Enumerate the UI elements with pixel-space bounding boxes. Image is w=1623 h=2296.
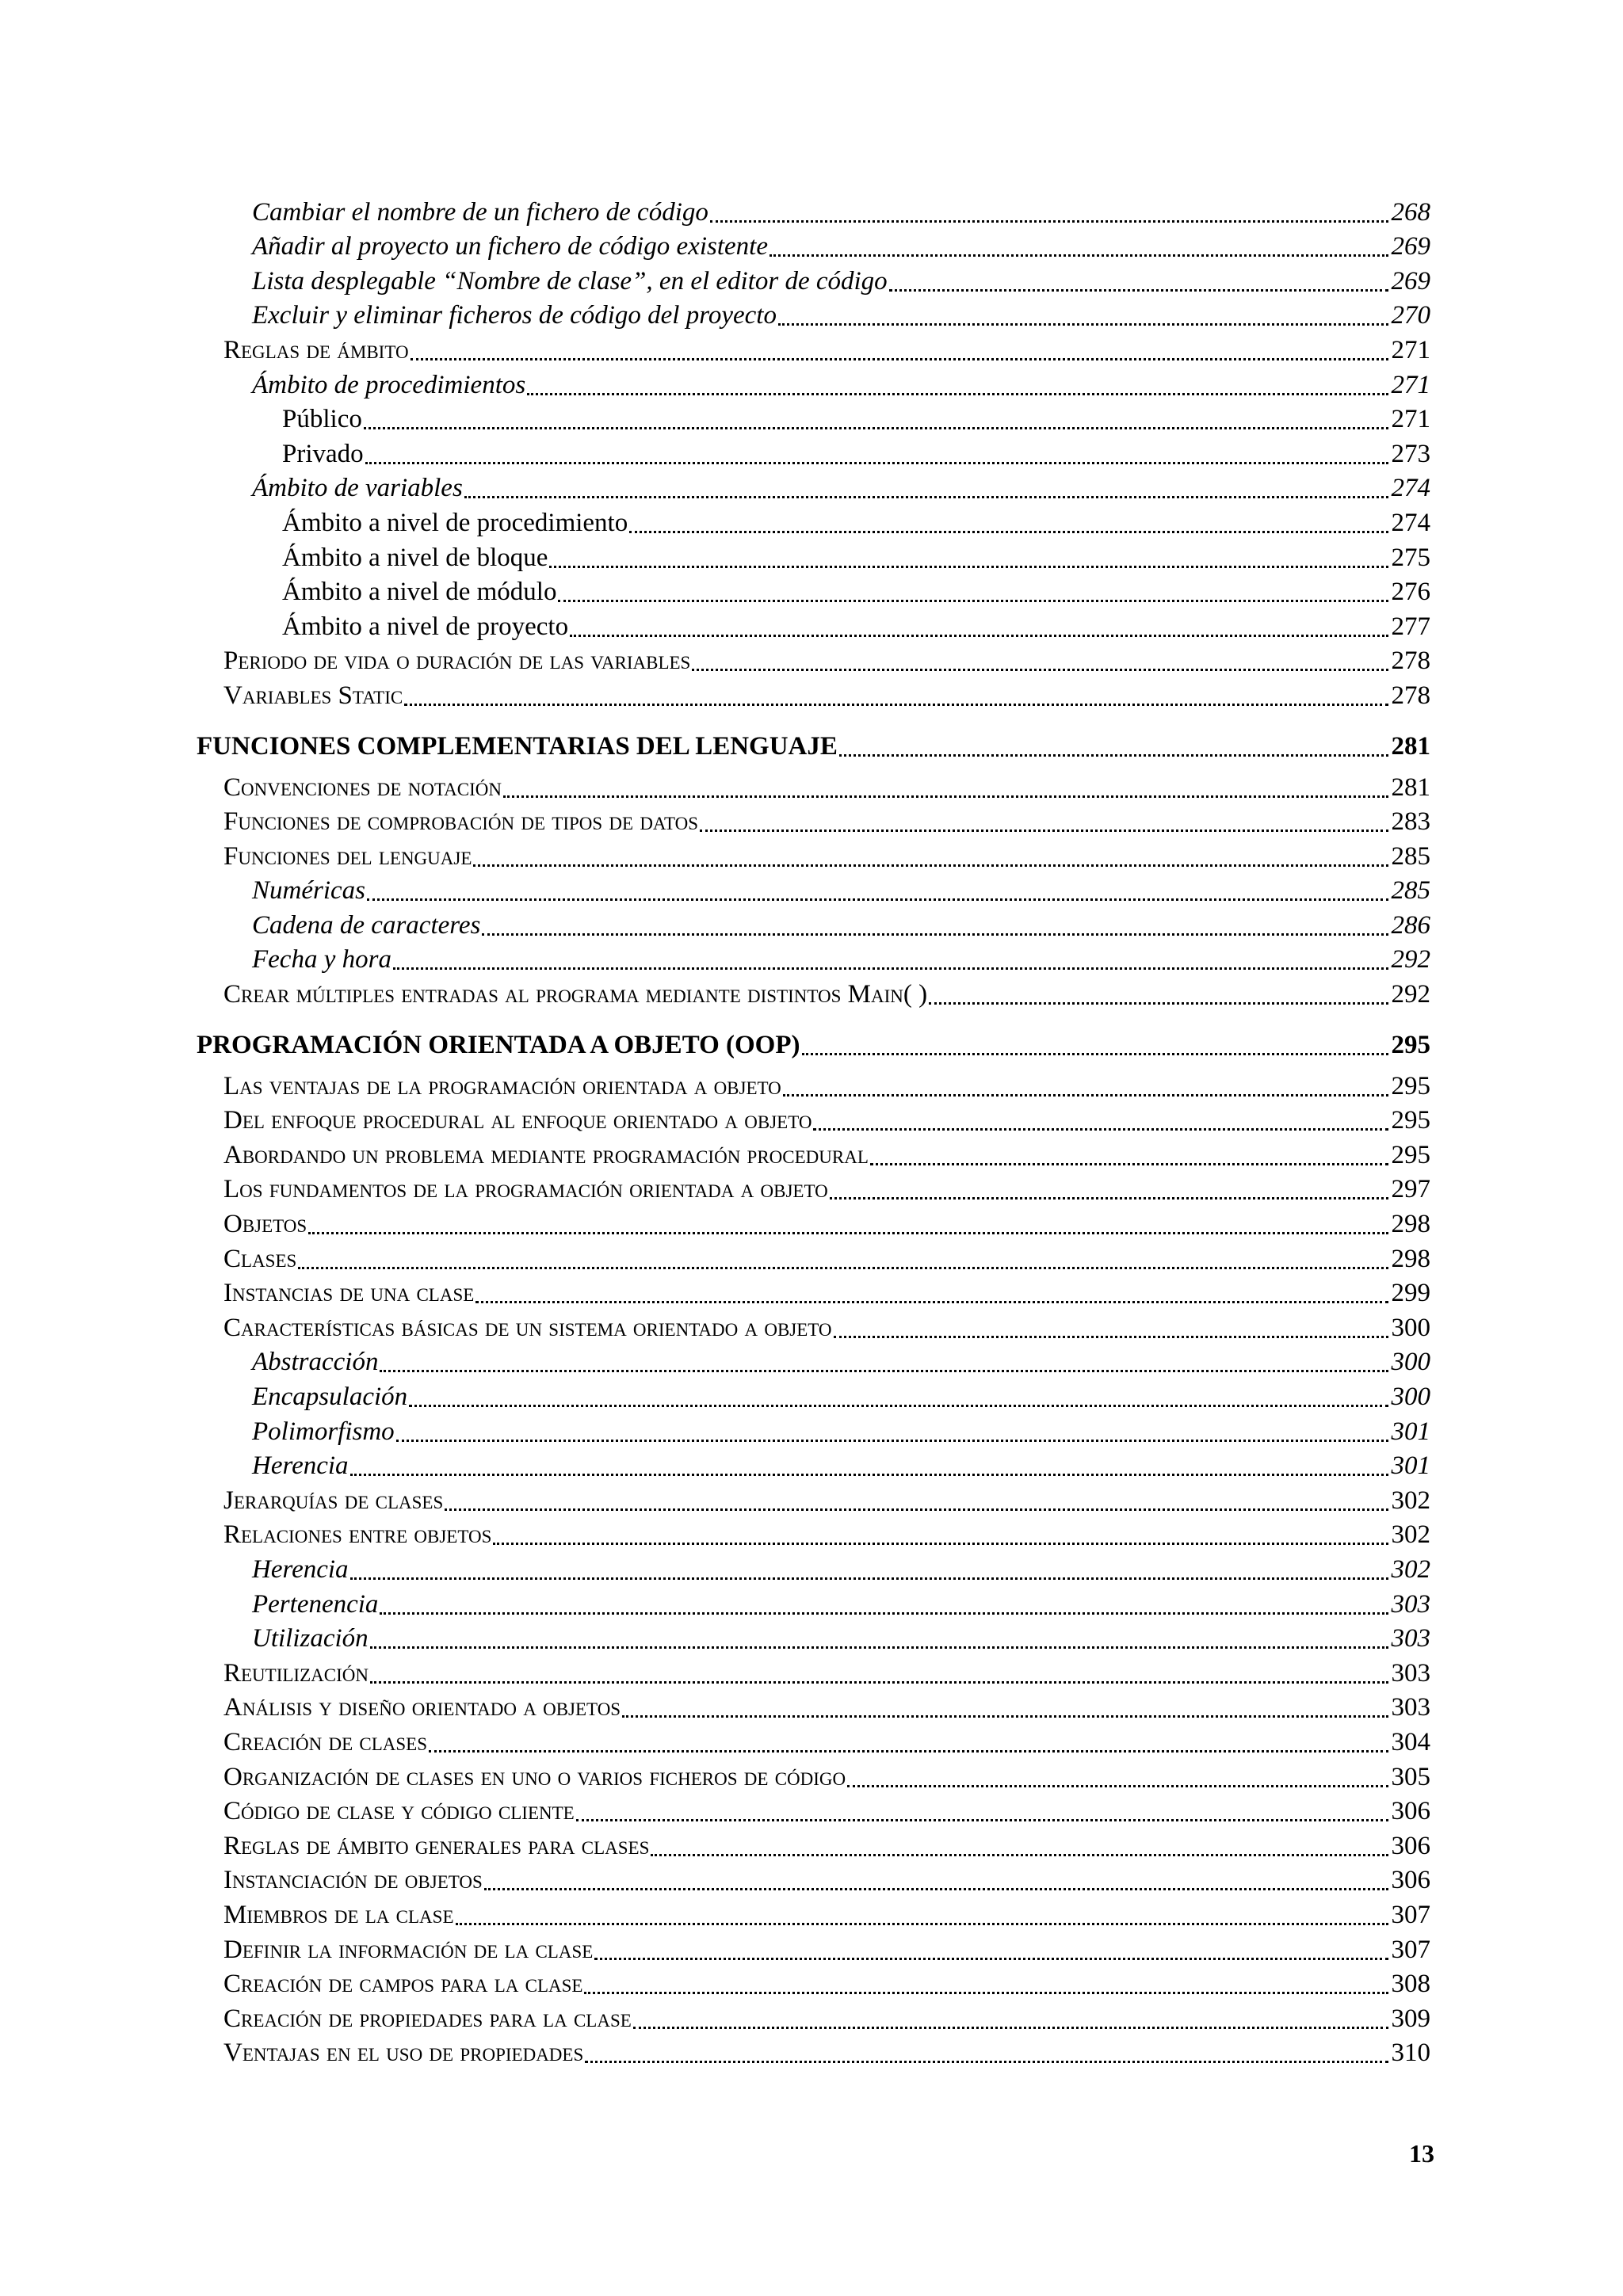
toc-entry-title: Ámbito a nivel de módulo bbox=[282, 579, 558, 610]
dot-leader bbox=[411, 334, 1388, 368]
toc-entry-title: Creación de clases bbox=[223, 1730, 429, 1760]
toc-entry-page: 271 bbox=[1388, 372, 1431, 403]
toc-entry-title: Público bbox=[282, 406, 364, 437]
toc-entry-page: 302 bbox=[1388, 1488, 1431, 1519]
toc-entry-page: 309 bbox=[1388, 2006, 1431, 2037]
dot-leader bbox=[834, 1311, 1388, 1346]
toc-entry-page: 300 bbox=[1388, 1384, 1431, 1415]
toc-entry-page: 275 bbox=[1388, 545, 1431, 576]
dot-leader bbox=[783, 1070, 1388, 1104]
toc-entry[interactable] bbox=[197, 265, 1430, 299]
toc-entry[interactable] bbox=[197, 1553, 1430, 1588]
toc-entry[interactable] bbox=[197, 1380, 1430, 1415]
toc-entry-page: 295 bbox=[1388, 1142, 1431, 1173]
dot-leader bbox=[813, 1104, 1388, 1139]
toc-entry-title: Relaciones entre objetos bbox=[223, 1522, 493, 1553]
toc-entry[interactable] bbox=[197, 1104, 1430, 1139]
dot-leader bbox=[651, 1829, 1388, 1864]
dot-leader bbox=[769, 231, 1388, 265]
dot-leader bbox=[633, 2002, 1388, 2037]
dot-leader bbox=[929, 978, 1388, 1013]
toc-entry-page: 283 bbox=[1388, 809, 1431, 840]
toc-entry-title: Funciones del lenguaje bbox=[223, 844, 473, 875]
toc-entry-title: Ámbito a nivel de bloque bbox=[282, 545, 549, 576]
toc-entry-page: 301 bbox=[1388, 1419, 1431, 1450]
toc-entry-title: Instancias de una clase bbox=[223, 1280, 475, 1311]
dot-leader bbox=[847, 1760, 1388, 1795]
dot-leader bbox=[396, 1415, 1388, 1450]
toc-entry-page: 292 bbox=[1388, 982, 1431, 1013]
toc-entry[interactable] bbox=[197, 1277, 1430, 1312]
toc-entry[interactable] bbox=[197, 1070, 1430, 1104]
toc-entry[interactable] bbox=[197, 1450, 1430, 1485]
toc-entry-title: Excluir y eliminar ficheros de código del proyecto bbox=[252, 303, 778, 334]
toc-entry-page: 286 bbox=[1388, 913, 1431, 944]
dot-leader bbox=[629, 506, 1388, 541]
dot-leader bbox=[429, 1726, 1388, 1760]
toc-entry[interactable] bbox=[197, 506, 1430, 541]
toc-entry-title: PROGRAMACIÓN ORIENTADA A OBJETO (OOP) bbox=[197, 1032, 802, 1063]
toc-entry[interactable] bbox=[197, 1795, 1430, 1830]
toc-entry-title: Funciones de comprobación de tipos de datos bbox=[223, 809, 700, 840]
dot-leader bbox=[839, 714, 1388, 765]
toc-entry[interactable] bbox=[197, 806, 1430, 841]
toc-entry-page: 273 bbox=[1388, 441, 1431, 472]
dot-leader bbox=[298, 1242, 1388, 1277]
toc-entry[interactable] bbox=[197, 1519, 1430, 1554]
toc-entry-title: Ámbito de variables bbox=[252, 475, 464, 506]
dot-leader bbox=[475, 1277, 1388, 1312]
toc-entry-title: Creación de campos para la clase bbox=[223, 1971, 584, 2002]
dot-leader bbox=[380, 1346, 1388, 1381]
toc-entry-title: Ámbito a nivel de proyecto bbox=[282, 614, 570, 645]
toc-entry[interactable] bbox=[197, 231, 1430, 265]
toc-entry-page: 304 bbox=[1388, 1730, 1431, 1760]
dot-leader bbox=[473, 840, 1388, 875]
dot-leader bbox=[445, 1484, 1388, 1519]
toc-entry[interactable] bbox=[197, 909, 1430, 944]
toc-entry-page: 270 bbox=[1388, 303, 1431, 334]
toc-entry-page: 299 bbox=[1388, 1280, 1431, 1311]
toc-entry[interactable] bbox=[197, 1242, 1430, 1277]
toc-entry-page: 303 bbox=[1388, 1661, 1431, 1691]
toc-entry-page: 298 bbox=[1388, 1211, 1431, 1242]
toc-entry-page: 271 bbox=[1388, 406, 1431, 437]
toc-entry[interactable] bbox=[197, 1484, 1430, 1519]
toc-entry[interactable] bbox=[197, 1311, 1430, 1346]
toc-entry-page: 306 bbox=[1388, 1833, 1431, 1864]
dot-leader bbox=[393, 944, 1388, 978]
toc-entry-page: 300 bbox=[1388, 1349, 1431, 1380]
toc-entry-page: 307 bbox=[1388, 1937, 1431, 1968]
toc-entry-title: Herencia bbox=[252, 1453, 350, 1484]
toc-entry[interactable] bbox=[197, 1760, 1430, 1795]
toc-entry-title: Reutilización bbox=[223, 1661, 370, 1691]
toc-entry-title: Jerarquías de clases bbox=[223, 1488, 445, 1519]
page-number: 13 bbox=[1409, 2139, 1434, 2168]
toc-entry-title: Objetos bbox=[223, 1211, 308, 1242]
toc-entry-page: 281 bbox=[1388, 775, 1431, 806]
toc-entry-page: 300 bbox=[1388, 1315, 1431, 1346]
toc-entry[interactable] bbox=[197, 1898, 1430, 1933]
toc-entry[interactable] bbox=[197, 1346, 1430, 1381]
dot-leader bbox=[367, 875, 1388, 910]
toc-entry-page: 285 bbox=[1388, 878, 1431, 909]
dot-leader bbox=[409, 1380, 1388, 1415]
toc-entry-page: 295 bbox=[1388, 1108, 1431, 1138]
toc-entry-page: 302 bbox=[1388, 1557, 1431, 1588]
dot-leader bbox=[364, 403, 1388, 438]
toc-entry-title: Ámbito a nivel de procedimiento bbox=[282, 510, 629, 541]
toc-entry[interactable] bbox=[197, 610, 1430, 645]
dot-leader bbox=[802, 1013, 1388, 1063]
dot-leader bbox=[778, 299, 1388, 334]
dot-leader bbox=[350, 1553, 1388, 1588]
toc-entry-title: Miembros de la clase bbox=[223, 1902, 456, 1933]
toc-entry-page: 278 bbox=[1388, 648, 1431, 679]
toc-entry-title: Herencia bbox=[252, 1557, 350, 1588]
toc-entry-page: 268 bbox=[1388, 200, 1431, 231]
toc-entry[interactable] bbox=[197, 2002, 1430, 2037]
toc-entry[interactable] bbox=[197, 1933, 1430, 1968]
toc-entry-title: Periodo de vida o duración de las variables bbox=[223, 648, 692, 679]
toc-entry[interactable] bbox=[197, 334, 1430, 368]
toc-entry-title: Cadena de caracteres bbox=[252, 913, 482, 944]
toc-entry-title: Utilización bbox=[252, 1626, 370, 1657]
toc-entry[interactable] bbox=[197, 1657, 1430, 1691]
toc-entry-page: 269 bbox=[1388, 234, 1431, 265]
dot-leader bbox=[482, 909, 1388, 944]
dot-leader bbox=[370, 1657, 1388, 1691]
toc-entry[interactable] bbox=[197, 196, 1430, 231]
toc-entry-page: 292 bbox=[1388, 947, 1431, 978]
toc-entry-page: 274 bbox=[1388, 510, 1431, 541]
dot-leader bbox=[558, 576, 1388, 611]
dot-leader bbox=[527, 368, 1388, 403]
toc-entry-page: 285 bbox=[1388, 844, 1431, 875]
toc-entry[interactable] bbox=[197, 1588, 1430, 1623]
toc-entry-title: Encapsulación bbox=[252, 1384, 409, 1415]
toc-entry-title: Abstracción bbox=[252, 1349, 380, 1380]
toc-entry[interactable] bbox=[197, 645, 1430, 680]
toc-entry-title: Cambiar el nombre de un fichero de código bbox=[252, 200, 710, 231]
toc-entry-title: Características básicas de un sistema orientado a objeto bbox=[223, 1315, 834, 1346]
toc-entry-title: Añadir al proyecto un fichero de código existente bbox=[252, 234, 769, 265]
dot-leader bbox=[493, 1519, 1388, 1554]
dot-leader bbox=[365, 437, 1388, 472]
dot-leader bbox=[870, 1138, 1388, 1173]
toc-entry-title: Convenciones de notación bbox=[223, 775, 503, 806]
toc-entry-title: Abordando un problema mediante programación procedural bbox=[223, 1142, 870, 1173]
toc-entry-title: Ámbito de procedimientos bbox=[252, 372, 527, 403]
toc-entry-page: 307 bbox=[1388, 1902, 1431, 1933]
toc-entry-page: 271 bbox=[1388, 338, 1431, 368]
toc-entry[interactable] bbox=[197, 1415, 1430, 1450]
toc-entry[interactable] bbox=[197, 1207, 1430, 1242]
toc-entry[interactable] bbox=[197, 679, 1430, 714]
toc-entry[interactable] bbox=[197, 2037, 1430, 2072]
toc-entry-page: 277 bbox=[1388, 614, 1431, 645]
toc-entry-title: Pertenencia bbox=[252, 1592, 380, 1623]
toc-entry[interactable] bbox=[197, 875, 1430, 910]
toc-entry-title: Definir la información de la clase bbox=[223, 1937, 594, 1968]
toc-entry-page: 295 bbox=[1388, 1074, 1431, 1104]
toc-entry-title: Numéricas bbox=[252, 878, 367, 909]
dot-leader bbox=[585, 2037, 1388, 2072]
toc-entry-title: Fecha y hora bbox=[252, 947, 393, 978]
toc-entry-page: 278 bbox=[1388, 683, 1431, 714]
toc-entry[interactable] bbox=[197, 1968, 1430, 2003]
table-of-contents bbox=[197, 196, 1430, 2071]
toc-entry-title: Organización de clases en uno o varios ficheros de código bbox=[223, 1764, 847, 1795]
toc-entry-title: Crear múltiples entradas al programa mediante distintos Main( ) bbox=[223, 982, 929, 1013]
dot-leader bbox=[692, 645, 1388, 680]
toc-entry-page: 308 bbox=[1388, 1971, 1431, 2002]
toc-entry-title: FUNCIONES COMPLEMENTARIAS DEL LENGUAJE bbox=[197, 734, 839, 765]
dot-leader bbox=[584, 1968, 1388, 2003]
dot-leader bbox=[576, 1795, 1388, 1830]
toc-entry-page: 295 bbox=[1388, 1032, 1431, 1063]
toc-entry-page: 301 bbox=[1388, 1453, 1431, 1484]
toc-entry-page: 297 bbox=[1388, 1177, 1431, 1207]
toc-entry-title: Reglas de ámbito generales para clases bbox=[223, 1833, 651, 1864]
toc-entry-title: Ventajas en el uso de propiedades bbox=[223, 2040, 585, 2071]
toc-entry[interactable] bbox=[197, 437, 1430, 472]
dot-leader bbox=[456, 1898, 1388, 1933]
toc-entry-page: 306 bbox=[1388, 1798, 1431, 1829]
dot-leader bbox=[594, 1933, 1388, 1968]
dot-leader bbox=[308, 1207, 1388, 1242]
toc-entry[interactable] bbox=[197, 368, 1430, 403]
toc-entry-page: 302 bbox=[1388, 1522, 1431, 1553]
toc-chapter-entry[interactable] bbox=[197, 1013, 1430, 1063]
toc-entry-title: Creación de propiedades para la clase bbox=[223, 2006, 633, 2037]
toc-entry[interactable] bbox=[197, 771, 1430, 806]
dot-leader bbox=[889, 265, 1388, 299]
toc-entry-title: Lista desplegable “Nombre de clase”, en el editor de código bbox=[252, 269, 889, 299]
toc-entry-title: Las ventajas de la programación orientada a objeto bbox=[223, 1074, 783, 1104]
toc-entry[interactable] bbox=[197, 840, 1430, 875]
toc-entry-title: Código de clase y código cliente bbox=[223, 1798, 576, 1829]
toc-entry-page: 303 bbox=[1388, 1592, 1431, 1623]
toc-entry[interactable] bbox=[197, 944, 1430, 978]
toc-entry[interactable] bbox=[197, 576, 1430, 611]
toc-entry-title: Instanciación de objetos bbox=[223, 1867, 484, 1898]
toc-entry[interactable] bbox=[197, 1864, 1430, 1899]
dot-leader bbox=[700, 806, 1388, 841]
dot-leader bbox=[830, 1173, 1388, 1208]
dot-leader bbox=[464, 472, 1388, 507]
toc-entry-title: Privado bbox=[282, 441, 365, 472]
dot-leader bbox=[570, 610, 1388, 645]
toc-entry-page: 306 bbox=[1388, 1867, 1431, 1898]
toc-entry-page: 305 bbox=[1388, 1764, 1431, 1795]
toc-entry[interactable] bbox=[197, 472, 1430, 507]
toc-entry[interactable] bbox=[197, 1623, 1430, 1657]
toc-entry-title: Reglas de ámbito bbox=[223, 338, 411, 368]
toc-entry[interactable] bbox=[197, 541, 1430, 576]
toc-entry-page: 281 bbox=[1388, 734, 1431, 765]
toc-entry-title: Clases bbox=[223, 1246, 298, 1277]
toc-entry-title: Del enfoque procedural al enfoque orientado a objeto bbox=[223, 1108, 813, 1138]
toc-entry-title: Variables Static bbox=[223, 683, 404, 714]
toc-entry[interactable] bbox=[197, 1691, 1430, 1726]
toc-entry-page: 276 bbox=[1388, 579, 1431, 610]
dot-leader bbox=[549, 541, 1388, 576]
toc-entry-page: 274 bbox=[1388, 475, 1431, 506]
toc-entry[interactable] bbox=[197, 978, 1430, 1013]
toc-entry-page: 298 bbox=[1388, 1246, 1431, 1277]
toc-entry[interactable] bbox=[197, 1173, 1430, 1208]
dot-leader bbox=[484, 1864, 1388, 1899]
dot-leader bbox=[404, 679, 1388, 714]
toc-entry[interactable] bbox=[197, 1726, 1430, 1760]
toc-entry-title: Polimorfismo bbox=[252, 1419, 396, 1450]
dot-leader bbox=[622, 1691, 1388, 1726]
toc-entry-page: 303 bbox=[1388, 1626, 1431, 1657]
toc-entry-title: Análisis y diseño orientado a objetos bbox=[223, 1695, 622, 1726]
toc-entry-page: 303 bbox=[1388, 1695, 1431, 1726]
dot-leader bbox=[503, 771, 1388, 806]
dot-leader bbox=[370, 1623, 1388, 1657]
dot-leader bbox=[350, 1450, 1388, 1485]
toc-entry[interactable] bbox=[197, 299, 1430, 334]
toc-entry[interactable] bbox=[197, 1829, 1430, 1864]
toc-entry-page: 310 bbox=[1388, 2040, 1431, 2071]
toc-entry-title: Los fundamentos de la programación orientada a objeto bbox=[223, 1177, 830, 1207]
toc-chapter-entry[interactable] bbox=[197, 714, 1430, 765]
toc-entry[interactable] bbox=[197, 403, 1430, 438]
toc-entry[interactable] bbox=[197, 1138, 1430, 1173]
dot-leader bbox=[710, 196, 1388, 231]
toc-entry-page: 269 bbox=[1388, 269, 1431, 299]
dot-leader bbox=[380, 1588, 1388, 1623]
